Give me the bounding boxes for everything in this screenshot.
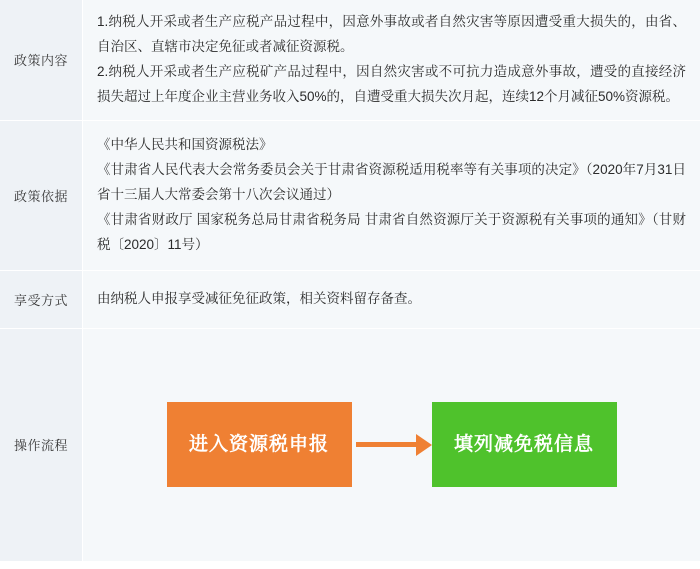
row-content-operation-flow [83, 329, 700, 561]
row-label-operation-flow: 操作流程 [0, 329, 83, 561]
row-content-enjoy-method [83, 271, 700, 328]
flow-diagram [83, 402, 700, 487]
policy-basis-paragraph-2: 《甘肃省人民代表大会常务委员会关于甘肃省资源税适用税率等有关事项的决定》（2020年7月31日省十三届人大常委会第十八次会议通过） [97, 161, 686, 202]
row-label-enjoy-method: 享受方式 [0, 271, 83, 328]
enjoy-method-paragraph-1: 由纳税人申报享受减征免征政策，相关资料留存备查。 [97, 290, 421, 306]
table-row-operation-flow [0, 329, 700, 561]
table-row-policy-content [0, 0, 700, 121]
policy-content-paragraph-1: 1.纳税人开采或者生产应税产品过程中，因意外事故或者自然灾害等原因遭受重大损失的，由省、自治区、直辖市决定免征或者减征资源税。 [97, 14, 686, 54]
table-row-enjoy-method [0, 271, 700, 329]
row-content-policy-basis [83, 121, 700, 270]
row-label-policy-content: 政策内容 [0, 0, 83, 120]
row-content-policy-content [83, 0, 700, 120]
flow-step-2[interactable]: 填列减免税信息 [432, 402, 617, 487]
policy-basis-paragraph-3: 《甘肃省财政厅 国家税务总局甘肃省税务局 甘肃省自然资源厅关于资源税有关事项的通知》（甘财税〔2020〕11号） [97, 211, 686, 252]
row-label-policy-basis: 政策依据 [0, 121, 83, 270]
policy-basis-paragraph-1: 《中华人民共和国资源税法》 [97, 136, 273, 152]
bottom-spacer [0, 561, 700, 569]
policy-content-paragraph-2: 2.纳税人开采或者生产应税矿产品过程中，因自然灾害或不可抗力造成意外事故，遭受的直接经济损失超过上年度企业主营业务收入50%的，自遭受重大损失次月起，连续12个月减征50%资源税。 [97, 63, 686, 104]
flow-step-1[interactable]: 进入资源税申报 [167, 402, 352, 487]
table-row-policy-basis [0, 121, 700, 271]
arrow-right-icon [352, 430, 432, 460]
